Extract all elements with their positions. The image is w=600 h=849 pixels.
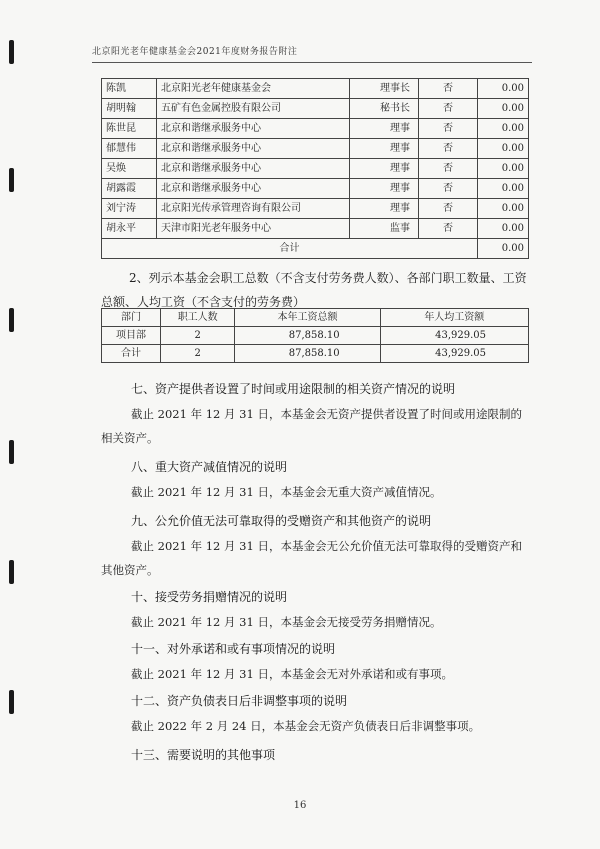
table-row [102, 139, 529, 159]
table-cell: 理事 [350, 179, 419, 199]
table-cell: 43,929.05 [380, 345, 528, 363]
binder-hole [9, 308, 14, 332]
binder-hole [9, 560, 14, 584]
binder-hole [9, 440, 14, 464]
table-cell: 吴焕 [102, 159, 157, 179]
table-cell: 秘书长 [350, 99, 419, 119]
table-cell: 五矿有色金属控股有限公司 [157, 99, 350, 119]
section-heading: 九、公允价值无法可靠取得的受赠资产和其他资产的说明 [131, 514, 432, 528]
total-value: 0.00 [478, 239, 529, 259]
section-body: 截止 2021 年 12 月 31 日，本基金会无资产提供者设置了时间或用途限制的相关资产。 [101, 407, 522, 445]
table-cell: 2 [161, 345, 235, 363]
table-cell: 北京阳光老年健康基金会 [157, 79, 350, 99]
section-body: 截止 2021 年 12 月 31 日，本基金会无对外承诺和或有事项。 [131, 667, 453, 681]
section-body: 截止 2021 年 12 月 31 日，本基金会无接受劳务捐赠情况。 [131, 615, 442, 629]
table-cell: 北京和谐继承服务中心 [157, 139, 350, 159]
table-row [102, 327, 529, 345]
table-cell: 否 [419, 139, 478, 159]
table-row [102, 119, 529, 139]
total-label: 合计 [102, 239, 478, 259]
binder-hole [9, 40, 14, 64]
table-cell: 理事 [350, 159, 419, 179]
section-body: 截止 2021 年 12 月 31 日，本基金会无公允价值无法可靠取得的受赠资产和其他资产。 [101, 539, 522, 577]
section-heading: 十、接受劳务捐赠情况的说明 [131, 590, 288, 604]
table-row [102, 99, 529, 119]
table-total-row [102, 239, 529, 259]
table-cell: 0.00 [478, 219, 529, 239]
table-cell: 北京和谐继承服务中心 [157, 179, 350, 199]
table-header: 本年工资总额 [235, 309, 380, 327]
table-row [102, 79, 529, 99]
table-cell: 0.00 [478, 79, 529, 99]
table-cell: 否 [419, 159, 478, 179]
table-cell: 项目部 [102, 327, 161, 345]
section-heading: 八、重大资产减值情况的说明 [131, 460, 288, 474]
table-cell: 理事长 [350, 79, 419, 99]
table-cell: 北京和谐继承服务中心 [157, 119, 350, 139]
page-header: 北京阳光老年健康基金会2021年度财务报告附注 [92, 47, 298, 57]
table-cell: 否 [419, 99, 478, 119]
table-cell: 0.00 [478, 139, 529, 159]
table-cell: 陈凯 [102, 79, 157, 99]
table-cell: 刘宁涛 [102, 199, 157, 219]
table-cell: 理事 [350, 199, 419, 219]
table-cell: 胡露霞 [102, 179, 157, 199]
table-cell: 理事 [350, 139, 419, 159]
staff-wage-table [101, 308, 529, 363]
table-cell: 陈世昆 [102, 119, 157, 139]
table-row [102, 219, 529, 239]
table-row [102, 159, 529, 179]
table-row [102, 179, 529, 199]
table-cell: 北京阳光传承管理咨询有限公司 [157, 199, 350, 219]
table-cell: 否 [419, 119, 478, 139]
section-2-text: 2、列示本基金会职工总数（不含支付劳务费人数）、各部门职工数量、工资总额、人均工资（不含支付的劳务费） [101, 271, 527, 309]
section-heading: 十一、对外承诺和或有事项情况的说明 [131, 642, 336, 656]
table-cell: 天津市阳光老年服务中心 [157, 219, 350, 239]
binder-hole [9, 168, 14, 192]
table-header: 年人均工资额 [380, 309, 528, 327]
section-body: 截止 2021 年 12 月 31 日，本基金会无重大资产减值情况。 [131, 485, 442, 499]
table-cell: 0.00 [478, 159, 529, 179]
table-cell: 监事 [350, 219, 419, 239]
table-cell: 理事 [350, 119, 419, 139]
table-header: 部门 [102, 309, 161, 327]
table-cell: 0.00 [478, 179, 529, 199]
section-heading: 七、资产提供者设置了时间或用途限制的相关资产情况的说明 [131, 382, 456, 396]
table-cell: 胡永平 [102, 219, 157, 239]
table-cell: 0.00 [478, 99, 529, 119]
table-cell: 87,858.10 [235, 327, 380, 345]
table-cell: 胡明翰 [102, 99, 157, 119]
table-cell: 否 [419, 199, 478, 219]
table-cell: 0.00 [478, 119, 529, 139]
header-rule [92, 62, 532, 63]
table-header: 职工人数 [161, 309, 235, 327]
director-compensation-table [101, 78, 529, 259]
table-row [102, 199, 529, 219]
table-cell: 否 [419, 79, 478, 99]
section-heading: 十三、需要说明的其他事项 [131, 748, 276, 762]
table-cell: 2 [161, 327, 235, 345]
table-cell: 否 [419, 179, 478, 199]
table-cell: 0.00 [478, 199, 529, 219]
binder-hole [9, 690, 14, 714]
table-cell: 北京和谐继承服务中心 [157, 159, 350, 179]
table-cell: 合计 [102, 345, 161, 363]
table-cell: 郁慧伟 [102, 139, 157, 159]
table-cell: 87,858.10 [235, 345, 380, 363]
section-body: 截止 2022 年 2 月 24 日，本基金会无资产负债表日后非调整事项。 [131, 719, 481, 733]
table-cell: 43,929.05 [380, 327, 528, 345]
table-row [102, 345, 529, 363]
table-cell: 否 [419, 219, 478, 239]
page-number: 16 [293, 800, 307, 811]
section-heading: 十二、资产负债表日后非调整事项的说明 [131, 694, 348, 708]
